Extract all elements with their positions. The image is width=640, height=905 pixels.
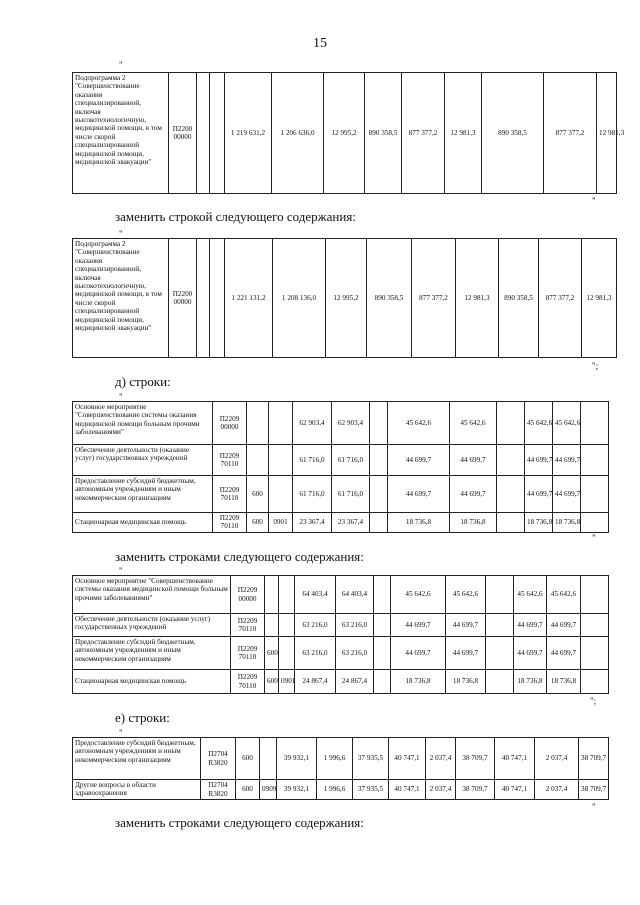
value-cell: 44 699,7 [525,476,553,513]
value-cell: 61 716,0 [332,445,370,476]
value-cell: 64 403,4 [336,576,374,614]
row-code: П2209 00000 [231,576,265,614]
value-cell: 44 699,7 [388,476,450,513]
value-cell: 40 747,1 [495,738,535,780]
value-cell: 12 995,2 [326,239,367,358]
value-cell: 2 037,4 [426,780,456,800]
value-cell: 1 219 631,2 [225,73,272,194]
row-name: Стационарная медицинская помощь [73,513,213,533]
table-d-new [72,575,609,694]
table-row: Стационарная медицинская помощь П2209 70110 600 0901 24 867,4 24 867,4 18 736,8 18 736,8 18 736,8 18 736,8 [73,670,609,694]
value-cell: 2 037,4 [535,738,579,780]
value-cell: 44 699,7 [446,614,486,637]
row-name: Основное мероприятие "Совершенствование системы оказания медицинской помощи больным прочими заболеваниями" [73,402,213,445]
value-cell: 38 709,7 [579,780,609,800]
value-cell: 44 699,7 [450,445,497,476]
row-code: П2209 70110 [213,476,247,513]
row-code: П2209 70110 [231,637,265,670]
opening-quote: " [119,229,123,239]
value-cell: 890 358,5 [365,73,402,194]
table-row: Стационарная медицинская помощь П2209 70110 600 0901 23 367,4 23 367,4 18 736,8 18 736,8 18 736,8 18 736,8 [73,513,609,533]
value-cell: 37 935,5 [353,738,389,780]
value-cell: 890 358,5 [367,239,412,358]
heading-section-e: е) строки: [115,710,170,725]
table-row: Предоставление субсидий бюджетным, автономным учреждениям и иным некоммерческим организациям П2209 70110 600 63 216,0 63 216,0 44 699,7 44 699,7 44 699,7 44 699,7 [73,637,609,670]
value-cell: 1 208 136,0 [273,239,326,358]
value-cell: 18 736,8 [450,513,497,533]
value-cell: 1 996,6 [317,780,353,800]
value-cell: 12 981,3 [597,73,617,194]
value-cell: 1 996,6 [317,738,353,780]
value-cell: 44 699,7 [547,614,581,637]
value-cell: 45 642,6 [525,402,553,445]
table-row: Другие вопросы в области здравоохранения П2704 R3820 600 0909 39 932,1 1 996,6 37 935,5 40 747,1 2 037,4 38 709,7 40 747,1 2 037,4 38 709,7 [73,780,609,800]
value-cell: 877 377,2 [402,73,445,194]
table-row [73,402,609,445]
value-cell: 39 932,1 [277,738,317,780]
value-cell: 18 736,8 [388,513,450,533]
row-code: П2200 00000 [169,239,197,358]
row-name: Предоставление субсидий бюджетным, автономным учреждениям и иным некоммерческим организациям [73,738,201,780]
row-code: П2704 R3820 [201,780,236,800]
row-name: Обеспечение деятельности (оказание услуг) государственных учреждений [73,445,213,476]
value-cell: 44 699,7 [391,614,446,637]
table-row [73,614,609,637]
heading-replace-rows-2: заменить строками следующего содержания: [115,815,364,830]
value-cell: 877 377,2 [544,73,597,194]
closing-quote: " [592,196,596,206]
value-cell: 44 699,7 [391,637,446,670]
value-cell: 63 216,0 [336,614,374,637]
opening-quote: " [119,60,123,70]
row-name: Основное мероприятие "Совершенствование системы оказания медицинской помощи больным прочими заболеваниями" [73,576,231,614]
row-name: Подпрограмма 2 "Совершенствование оказания специализированной, включая высокотехнологичную, медицинской помощи, в том числе скорой специализированной медицинской помощи, медицинской эвакуации" [73,73,169,194]
value-cell: 18 736,8 [446,670,486,694]
row-name: Предоставление субсидий бюджетным, автономным учреждениям и иным некоммерческим организациям [73,637,231,670]
value-cell: 45 642,6 [514,576,547,614]
row-code: П2200 00000 [169,73,197,194]
page-number: 15 [313,36,327,51]
closing-quote: " [592,533,596,543]
value-cell: 890 358,5 [499,239,539,358]
value-cell: 44 699,7 [553,445,581,476]
value-cell: 18 736,8 [547,670,581,694]
value-cell: 44 699,7 [446,637,486,670]
heading-replace-rows-1: заменить строками следующего содержания: [115,549,364,564]
value-cell: 37 935,5 [353,780,389,800]
value-cell: 45 642,6 [547,576,581,614]
row-name: Стационарная медицинская помощь [73,670,231,694]
row-name: Другие вопросы в области здравоохранения [73,780,201,800]
value-cell: 45 642,6 [446,576,486,614]
value-cell: 23 367,4 [332,513,370,533]
value-cell: 12 981,3 [582,239,617,358]
value-cell: 63 216,0 [295,614,336,637]
value-cell: 44 699,7 [514,614,547,637]
value-cell: 44 699,7 [525,445,553,476]
value-cell: 62 903,4 [332,402,370,445]
value-cell: 61 716,0 [332,476,370,513]
value-cell: 44 699,7 [388,445,450,476]
value-cell: 12 995,2 [324,73,365,194]
value-cell: 63 216,0 [336,637,374,670]
closing-quote: " [592,802,596,812]
row-code: П2209 70110 [231,614,265,637]
value-cell: 38 709,7 [456,738,495,780]
value-cell: 38 709,7 [579,738,609,780]
value-cell: 18 736,8 [525,513,553,533]
row-code: П2704 R3820 [201,738,236,780]
value-cell: 39 932,1 [277,780,317,800]
row-code: П2209 00000 [213,402,247,445]
value-cell: 64 403,4 [295,576,336,614]
table-subprogram-new [72,238,617,358]
value-cell: 18 736,8 [514,670,547,694]
table-row [73,73,617,194]
value-cell: 44 699,7 [450,476,497,513]
value-cell: 44 699,7 [553,476,581,513]
value-cell: 2 037,4 [535,780,579,800]
heading-section-d: д) строки: [115,374,171,389]
table-row [73,445,609,476]
value-cell: 24 867,4 [295,670,336,694]
value-cell: 23 367,4 [293,513,332,533]
table-subprogram-old [72,72,625,194]
value-cell: 1 221 131,2 [225,239,273,358]
value-cell: 62 903,4 [293,402,332,445]
row-code: П2209 70110 [213,445,247,476]
opening-quote: " [119,728,123,738]
value-cell: 877 377,2 [412,239,456,358]
row-name: Предоставление субсидий бюджетным, автономным учреждениям и иным некоммерческим организациям [73,476,213,513]
table-row [73,576,609,614]
value-cell: 12 981,3 [456,239,499,358]
value-cell: 40 747,1 [389,738,426,780]
table-e-old [72,737,609,800]
row-name: Подпрограмма 2 "Совершенствование оказания специализированной, включая высокотехнологичную, медицинской помощи, в том числе скорой специализированной медицинской помощи, медицинской эвакуации" [73,239,169,358]
row-code: П2209 70110 [231,670,265,694]
value-cell: 2 037,4 [426,738,456,780]
table-row: Предоставление субсидий бюджетным, автономным учреждениям и иным некоммерческим организациям П2209 70110 600 61 716,0 61 716,0 44 699,7 44 699,7 44 699,7 44 699,7 [73,476,609,513]
table-row: Предоставление субсидий бюджетным, автономным учреждениям и иным некоммерческим организациям П2704 R3820 600 39 932,1 1 996,6 37 935,5 40 747,1 2 037,4 38 709,7 40 747,1 2 037,4 38 709,7 [73,738,609,780]
table-row [73,239,617,358]
value-cell: 12 981,3 [445,73,482,194]
opening-quote: " [119,566,123,576]
value-cell: 40 747,1 [389,780,426,800]
value-cell: 45 642,6 [391,576,446,614]
value-cell: 18 736,8 [391,670,446,694]
value-cell: 45 642,6 [553,402,581,445]
value-cell: 44 699,7 [514,637,547,670]
opening-quote: " [119,392,123,402]
heading-replace-row: заменить строкой следующего содержания: [115,209,356,224]
closing-quote: "; [590,696,597,706]
value-cell: 1 206 636,0 [272,73,324,194]
value-cell: 45 642,6 [388,402,450,445]
value-cell: 24 867,4 [336,670,374,694]
value-cell: 61 716,0 [293,476,332,513]
value-cell: 63 216,0 [295,637,336,670]
table-d-old [72,401,609,533]
closing-quote: "; [592,361,599,371]
value-cell: 45 642,6 [450,402,497,445]
value-cell: 877 377,2 [539,239,582,358]
value-cell: 890 358,5 [482,73,544,194]
value-cell: 18 736,8 [553,513,581,533]
value-cell: 61 716,0 [293,445,332,476]
value-cell: 38 709,7 [456,780,495,800]
value-cell: 40 747,1 [495,780,535,800]
row-name: Обеспечение деятельности (оказание услуг) государственных учреждений [73,614,231,637]
row-code: П2209 70110 [213,513,247,533]
value-cell: 44 699,7 [547,637,581,670]
